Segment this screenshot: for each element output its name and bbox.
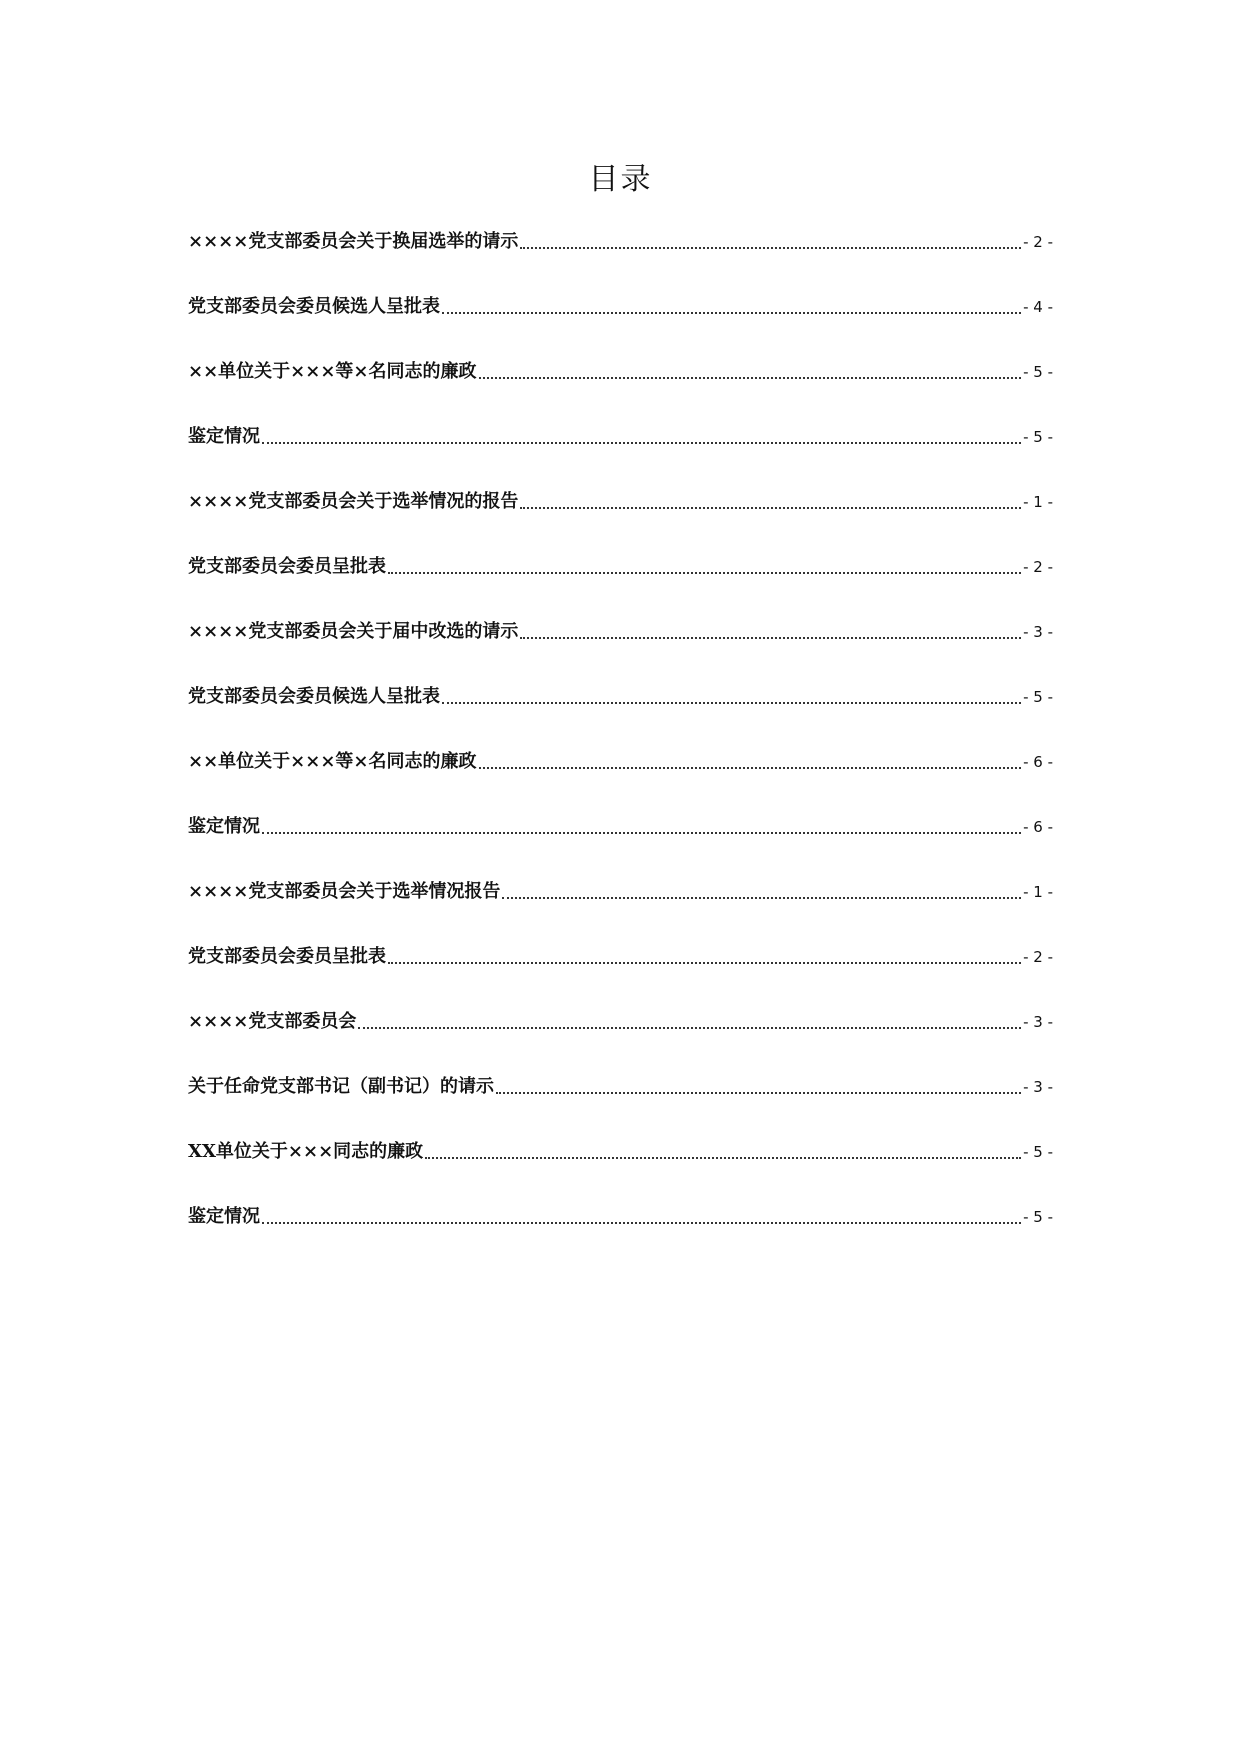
toc-page-number: - 2 -: [1023, 948, 1053, 966]
dot-leader: [502, 897, 1021, 899]
toc-entry-text: 鉴定情况: [188, 426, 260, 447]
dot-leader: [262, 832, 1021, 834]
toc-entry[interactable]: [188, 1040, 1053, 1105]
toc-page-number: - 5 -: [1023, 1143, 1053, 1161]
toc-entry-text: ××××党支部委员会关于选举情况报告: [188, 881, 501, 902]
dot-leader: [388, 962, 1021, 964]
toc-page-number: - 3 -: [1023, 1078, 1053, 1096]
toc-entry[interactable]: [188, 390, 1053, 455]
toc-entry-text: 党支部委员会委员呈批表: [188, 946, 386, 967]
toc-entry[interactable]: [188, 455, 1053, 520]
toc-page-number: - 5 -: [1023, 428, 1053, 446]
dot-leader: [442, 702, 1021, 704]
toc-entry-text: ××单位关于×××等×名同志的廉政: [188, 361, 477, 382]
dot-leader: [520, 247, 1021, 249]
toc-entry[interactable]: [188, 1170, 1053, 1235]
toc-entry-text: ××××党支部委员会关于届中改选的请示: [188, 621, 519, 642]
toc-entry[interactable]: [188, 975, 1053, 1040]
toc-entry[interactable]: [188, 650, 1053, 715]
dot-leader: [442, 312, 1021, 314]
dot-leader: [520, 637, 1021, 639]
toc-entry[interactable]: [188, 715, 1053, 780]
toc-entry[interactable]: [188, 1105, 1053, 1170]
toc-entry-text: ××单位关于×××等×名同志的廉政: [188, 751, 477, 772]
toc-entry-text: XX单位关于×××同志的廉政: [188, 1141, 424, 1162]
toc-page-number: - 1 -: [1023, 883, 1053, 901]
toc-page-number: - 2 -: [1023, 233, 1053, 251]
toc-entry[interactable]: [188, 520, 1053, 585]
toc-page-number: - 5 -: [1023, 688, 1053, 706]
toc-page-number: - 5 -: [1023, 363, 1053, 381]
dot-leader: [479, 377, 1022, 379]
dot-leader: [425, 1157, 1021, 1159]
toc-entry-text: 关于任命党支部书记（副书记）的请示: [188, 1076, 494, 1097]
toc-page-number: - 5 -: [1023, 1208, 1053, 1226]
toc-page-number: - 1 -: [1023, 493, 1053, 511]
toc-page-number: - 6 -: [1023, 818, 1053, 836]
toc-page-number: - 2 -: [1023, 558, 1053, 576]
toc-entry-text: 党支部委员会委员候选人呈批表: [188, 686, 440, 707]
toc-page-number: - 3 -: [1023, 623, 1053, 641]
toc-entry[interactable]: [188, 230, 1053, 260]
toc-list: [188, 230, 1053, 1235]
toc-title: 目录: [588, 162, 653, 197]
toc-page-number: - 4 -: [1023, 298, 1053, 316]
dot-leader: [388, 572, 1021, 574]
toc-entry-text: 鉴定情况: [188, 1206, 260, 1227]
toc-entry-text: 党支部委员会委员候选人呈批表: [188, 296, 440, 317]
toc-page-number: - 3 -: [1023, 1013, 1053, 1031]
toc-entry-text: ××××党支部委员会关于选举情况的报告: [188, 491, 519, 512]
toc-entry[interactable]: [188, 780, 1053, 845]
toc-entry-text: 鉴定情况: [188, 816, 260, 837]
toc-entry[interactable]: [188, 585, 1053, 650]
dot-leader: [479, 767, 1022, 769]
toc-entry-text: ××××党支部委员会关于换届选举的请示: [188, 231, 519, 252]
toc-entry[interactable]: [188, 845, 1053, 910]
dot-leader: [262, 1222, 1021, 1224]
toc-page-number: - 6 -: [1023, 753, 1053, 771]
dot-leader: [496, 1092, 1021, 1094]
toc-entry-text: 党支部委员会委员呈批表: [188, 556, 386, 577]
dot-leader: [358, 1027, 1021, 1029]
toc-entry[interactable]: [188, 260, 1053, 325]
dot-leader: [520, 507, 1021, 509]
dot-leader: [262, 442, 1021, 444]
toc-entry[interactable]: [188, 910, 1053, 975]
toc-entry-text: ××××党支部委员会: [188, 1011, 357, 1032]
toc-entry[interactable]: [188, 325, 1053, 390]
